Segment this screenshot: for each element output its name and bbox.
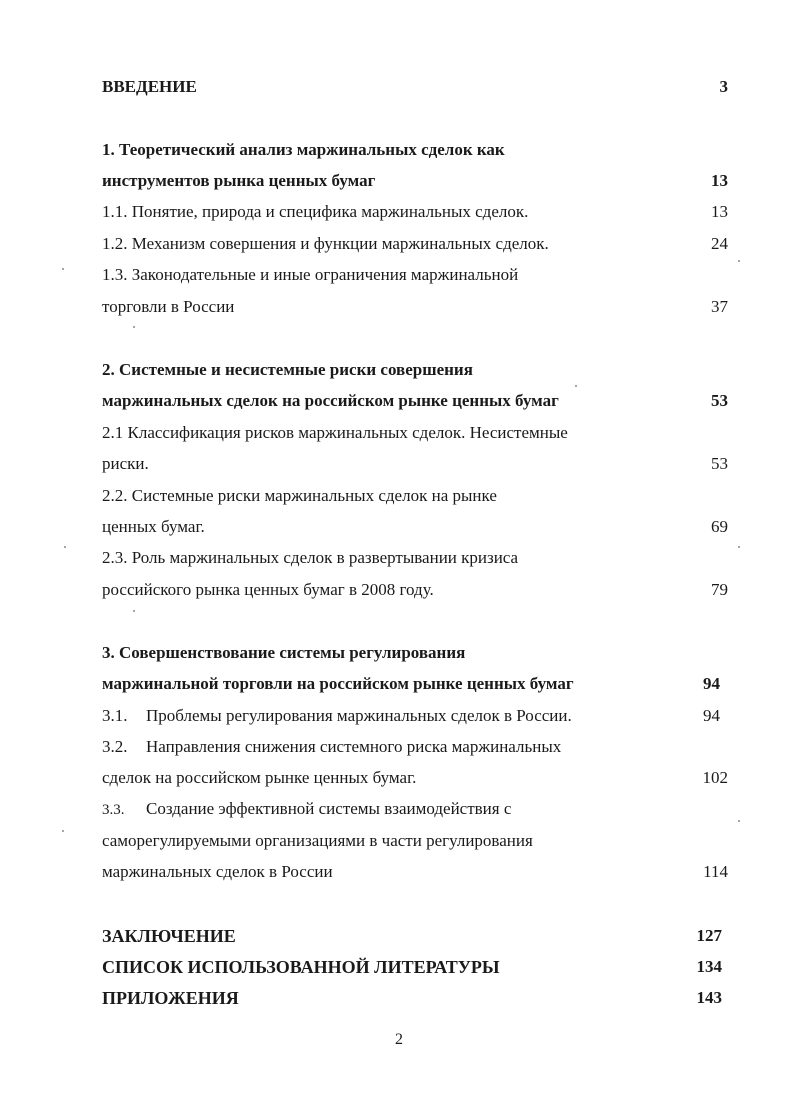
section-1-2-page: 24 [711, 234, 728, 253]
section-2-2-page: 69 [711, 517, 728, 536]
section-1-1-page: 13 [711, 202, 728, 221]
scan-speck [738, 546, 740, 548]
section-3-3-line-2: саморегулируемыми организациями в части регулирования [102, 831, 533, 850]
scan-speck [133, 610, 135, 612]
section-2-1-line-1: 2.1 Классификация рисков маржинальных сделок. Несистемные [102, 423, 568, 442]
section-3-1-number: 3.1. [102, 706, 128, 725]
section-3-3-page: 114 [703, 862, 728, 881]
section-2-3-line-1: 2.3. Роль маржинальных сделок в развертывании кризиса [102, 548, 519, 567]
chapter-3-title-line-2: маржинальной торговли на российском рынке ценных бумаг [102, 674, 574, 693]
conclusion-page: 127 [696, 926, 722, 945]
section-2-2-line-1: 2.2. Системные риски маржинальных сделок на рынке [102, 486, 497, 505]
section-2-1-line-2: риски. [102, 454, 149, 473]
appendices-page: 143 [696, 988, 722, 1007]
chapter-2-page: 53 [711, 391, 728, 410]
section-2-1-page: 53 [711, 454, 728, 473]
scan-speck [62, 830, 64, 832]
section-1-2: 1.2. Механизм совершения и функции маржинальных сделок. [102, 234, 549, 253]
section-1-3-line-2: торговли в России [102, 297, 235, 316]
references-title: СПИСОК ИСПОЛЬЗОВАННОЙ ЛИТЕРАТУРЫ [102, 957, 500, 977]
chapter-3-page: 94 [703, 674, 720, 693]
scan-speck [738, 820, 740, 822]
scan-speck [738, 260, 740, 262]
appendices-title: ПРИЛОЖЕНИЯ [102, 988, 239, 1008]
intro-title: ВВЕДЕНИЕ [102, 77, 197, 96]
intro-page: 3 [719, 77, 728, 96]
section-3-3-line-3: маржинальных сделок в России [102, 862, 333, 881]
chapter-1-title-line-2: инструментов рынка ценных бумаг [102, 171, 376, 190]
section-1-3-page: 37 [711, 297, 728, 316]
section-3-2-line-2: сделок на российском рынке ценных бумаг. [102, 768, 417, 787]
scan-speck [64, 546, 66, 548]
chapter-1-page: 13 [711, 171, 728, 190]
section-3-2-page: 102 [702, 768, 728, 787]
scan-speck [62, 268, 64, 270]
conclusion-title: ЗАКЛЮЧЕНИЕ [102, 926, 236, 946]
section-3-1-page: 94 [703, 706, 720, 725]
section-3-1-text: Проблемы регулирования маржинальных сделок в России. [146, 706, 572, 725]
section-1-1: 1.1. Понятие, природа и специфика маржинальных сделок. [102, 202, 529, 221]
chapter-3-title-line-1: 3. Совершенствование системы регулирования [102, 643, 466, 662]
section-3-1 [102, 706, 572, 726]
chapter-1-title-line-1: 1. Теоретический анализ маржинальных сделок как [102, 140, 505, 159]
section-2-2-line-2: ценных бумаг. [102, 517, 205, 536]
section-2-3-line-2: российского рынка ценных бумаг в 2008 году. [102, 580, 434, 599]
scan-speck [575, 385, 577, 387]
section-3-3-number: 3.3. [102, 802, 125, 818]
section-3-3-line-1 [102, 799, 511, 820]
page-number: 2 [395, 1031, 403, 1048]
section-3-2-number: 3.2. [102, 737, 128, 756]
section-3-2-line-1 [102, 737, 561, 757]
chapter-2-title-line-2: маржинальных сделок на российском рынке ценных бумаг [102, 391, 559, 410]
scan-speck [133, 326, 135, 328]
section-1-3-line-1: 1.3. Законодательные и иные ограничения маржинальной [102, 265, 519, 284]
chapter-2-title-line-1: 2. Системные и несистемные риски совершения [102, 360, 473, 379]
references-page: 134 [696, 957, 722, 976]
section-3-2-text: Направления снижения системного риска маржинальных [146, 737, 562, 756]
section-2-3-page: 79 [711, 580, 728, 599]
section-3-3-text: Создание эффективной системы взаимодействия с [146, 799, 512, 818]
